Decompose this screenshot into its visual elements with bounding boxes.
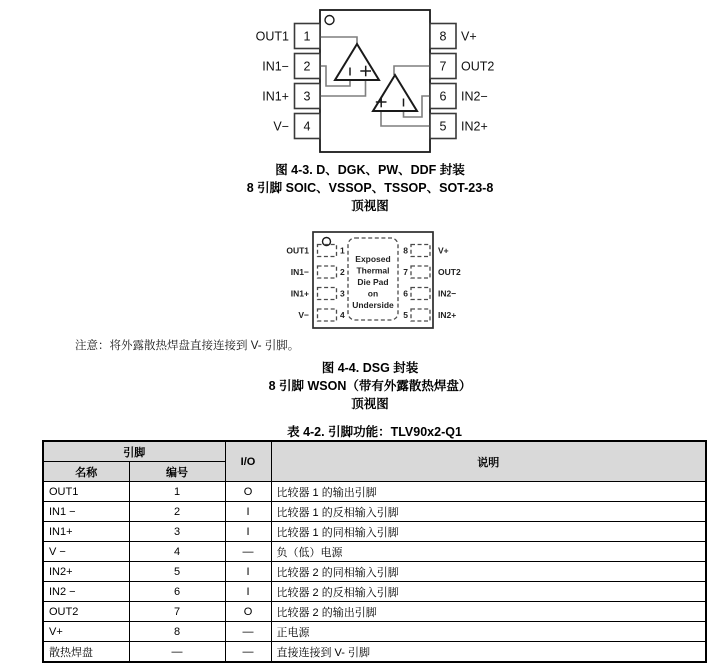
cell-name: IN1+	[43, 522, 129, 542]
cell-number: 7	[129, 602, 225, 622]
cell-io: O	[225, 482, 271, 502]
pin-number: 5	[403, 310, 408, 320]
pin-label: IN1−	[262, 59, 289, 74]
pin-label: OUT2	[438, 267, 461, 277]
cell-name: OUT1	[43, 482, 129, 502]
cell-io: I	[225, 562, 271, 582]
pin-pad-6	[411, 288, 430, 300]
pad-text: on	[367, 288, 379, 299]
cell-number: 1	[129, 482, 225, 502]
pin-label: V−	[298, 310, 309, 320]
header-description: 说明	[271, 441, 706, 482]
pin-label: OUT1	[286, 245, 309, 256]
cell-description: 比较器 2 的输出引脚	[271, 602, 706, 622]
cell-description: 比较器 2 的反相输入引脚	[271, 582, 706, 602]
pin-number: 6	[403, 288, 408, 299]
cell-number: 3	[129, 522, 225, 542]
pin-label: OUT2	[461, 59, 495, 74]
caption-line: 图 4-3. D、DGK、PW、DDF 封装	[275, 163, 465, 177]
pin-number: 3	[303, 89, 311, 104]
table-row	[43, 542, 706, 562]
caption-line: 图 4-4. DSG 封装	[321, 361, 419, 375]
caption-line: 8 引脚 SOIC、VSSOP、TSSOP、SOT-23-8	[246, 181, 494, 195]
pin-label: V−	[273, 119, 289, 134]
caption-line: 8 引脚 WSON（带有外露散热焊盘）	[268, 379, 472, 393]
pin-number: 5	[439, 119, 447, 134]
cell-io: —	[225, 622, 271, 642]
cell-number: 5	[129, 562, 225, 582]
cell-description: 直接连接到 V- 引脚	[271, 642, 706, 663]
pin-pad-7	[411, 266, 430, 278]
table-row	[43, 642, 706, 663]
cell-description: 比较器 2 的同相输入引脚	[271, 562, 706, 582]
table-row	[43, 582, 706, 602]
pin-number: 2	[340, 267, 345, 277]
cell-description: 比较器 1 的反相输入引脚	[271, 502, 706, 522]
pin-label: IN1+	[290, 288, 309, 299]
caption-line: 顶视图	[351, 199, 389, 213]
pin-number: 1	[340, 245, 345, 256]
header-name: 名称	[43, 462, 129, 482]
pin-label: IN2−	[461, 89, 488, 104]
pin-pad-8	[411, 245, 430, 257]
cell-description: 正电源	[271, 622, 706, 642]
cell-name: IN2 −	[43, 582, 129, 602]
pin-number: 6	[439, 89, 447, 104]
pin-pad-2	[318, 266, 337, 278]
pin-number: 7	[403, 267, 408, 277]
pad-text: Thermal	[356, 265, 390, 276]
table-row	[43, 502, 706, 522]
cell-description: 比较器 1 的同相输入引脚	[271, 522, 706, 542]
table-row	[43, 602, 706, 622]
cell-number: 4	[129, 542, 225, 562]
pin-pad-5	[411, 309, 430, 321]
table-header-row	[43, 441, 706, 462]
figure-4-4-caption	[20, 359, 720, 413]
pin-number: 7	[439, 59, 447, 74]
pin-label: IN2−	[438, 288, 457, 299]
pad-text: Die Pad	[357, 277, 389, 287]
thermal-pad-note: 注意：将外露散热焊盘直接连接到 V- 引脚。	[75, 340, 300, 352]
pad-text: Underside	[352, 300, 394, 310]
pad-text: Exposed	[355, 254, 391, 264]
cell-description: 比较器 1 的输出引脚	[271, 482, 706, 502]
figure-4-3-caption	[20, 161, 720, 215]
pin-number: 2	[303, 59, 311, 74]
figure-4-4-package-diagram	[0, 222, 727, 337]
header-pin-group: 引脚	[43, 441, 225, 462]
cell-number: —	[129, 642, 225, 663]
cell-io: I	[225, 522, 271, 542]
header-number: 编号	[129, 462, 225, 482]
cell-number: 2	[129, 502, 225, 522]
pin-number: 8	[403, 245, 408, 256]
cell-name: IN2+	[43, 562, 129, 582]
pin-label: V+	[461, 29, 477, 44]
table-row	[43, 622, 706, 642]
pin-label: OUT1	[255, 29, 289, 44]
pin-pad-4	[318, 309, 337, 321]
pin-number: 4	[340, 310, 345, 320]
pin-functions-table	[42, 440, 707, 663]
cell-name: V −	[43, 542, 129, 562]
pin-pad-1	[318, 245, 337, 257]
pin-label: IN1−	[290, 267, 309, 277]
cell-number: 6	[129, 582, 225, 602]
cell-io: I	[225, 502, 271, 522]
pin-functions-table-title: 表 4-2. 引脚功能：TLV90x2-Q1	[287, 425, 462, 439]
cell-description: 负（低）电源	[271, 542, 706, 562]
pin-label: V+	[438, 245, 449, 256]
figure-4-3-package-diagram	[0, 0, 727, 165]
pin-number: 4	[303, 119, 311, 134]
cell-io: I	[225, 582, 271, 602]
pin-label: IN2+	[438, 310, 457, 320]
table-row	[43, 522, 706, 542]
pin-label: IN1+	[262, 89, 289, 104]
cell-number: 8	[129, 622, 225, 642]
caption-line: 顶视图	[351, 397, 389, 411]
cell-name: IN1 −	[43, 502, 129, 522]
cell-name: V+	[43, 622, 129, 642]
cell-io: O	[225, 602, 271, 622]
cell-io: —	[225, 542, 271, 562]
cell-name: OUT2	[43, 602, 129, 622]
pin-number: 1	[303, 29, 311, 44]
pin-pad-3	[318, 288, 337, 300]
table-row	[43, 482, 706, 502]
pin-number: 8	[439, 29, 447, 44]
table-row	[43, 562, 706, 582]
pin-number: 3	[340, 288, 345, 299]
pin1-marker-icon	[325, 16, 334, 25]
cell-name: 散热焊盘	[43, 642, 129, 663]
cell-io: —	[225, 642, 271, 663]
pin-label: IN2+	[461, 119, 488, 134]
header-io: I/O	[225, 441, 271, 482]
